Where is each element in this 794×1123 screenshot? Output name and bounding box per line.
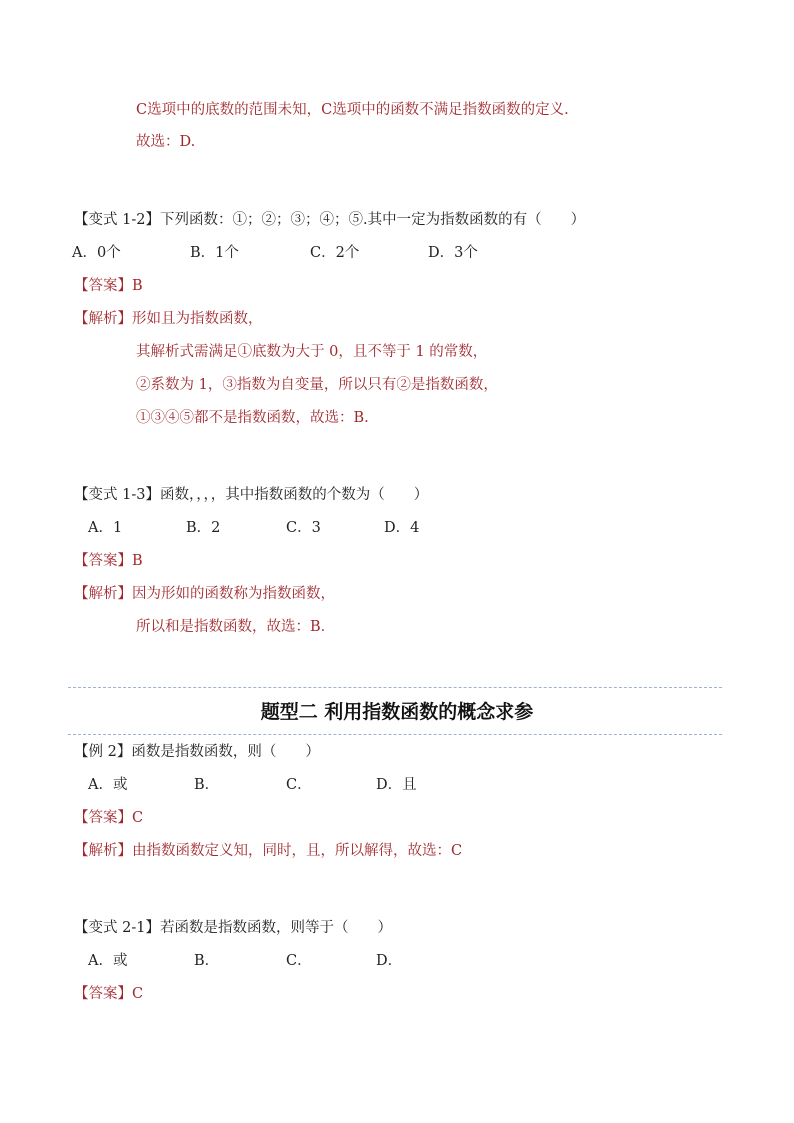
answer-value: C — [132, 986, 144, 1002]
option-a: A．0个 — [72, 245, 121, 261]
answer-value: B — [132, 553, 143, 569]
answer-ex2 — [74, 808, 143, 828]
question-label: 【变式 2-1】 — [74, 920, 160, 936]
question-label: 【例 2】 — [74, 744, 132, 760]
option-a: A．1 — [88, 520, 123, 536]
question-text: 函数是指数函数，则（ ） — [131, 744, 320, 760]
option-c: C． — [286, 953, 312, 969]
answer-label: 【答案】 — [74, 810, 132, 826]
analysis-line: 其解析式需满足①底数为大于 0，且不等于 1 的常数， — [136, 344, 488, 360]
question-text: 下列函数：①；②；③；④；⑤.其中一定为指数函数的有（ ） — [159, 212, 586, 228]
analysis-ex2 — [74, 841, 462, 861]
answer-v1-3 — [74, 551, 143, 571]
section-divider-top — [68, 687, 722, 688]
analysis-v1-3 — [74, 584, 335, 604]
answer-label: 【答案】 — [74, 986, 132, 1002]
option-d: D． — [376, 953, 403, 969]
analysis-label: 【解析】 — [74, 311, 132, 327]
option-c: C．2个 — [310, 245, 360, 261]
option-b: B． — [194, 953, 220, 969]
question-v2-1 — [74, 918, 392, 938]
analysis-text: 形如且为指数函数， — [132, 311, 263, 327]
analysis-text: 因为形如的函数称为指数函数， — [132, 586, 335, 602]
option-a: A．或 — [88, 953, 128, 969]
option-a: A．或 — [88, 777, 128, 793]
option-c: C． — [286, 777, 312, 793]
analysis-label: 【解析】 — [74, 843, 132, 859]
answer-value: C — [132, 810, 144, 826]
section-title: 题型二 利用指数函数的概念求参 — [260, 701, 534, 723]
option-d: D．3个 — [428, 245, 478, 261]
option-b: B．1个 — [190, 245, 239, 261]
option-b: B． — [194, 777, 220, 793]
analysis-line: ①③④⑤都不是指数函数，故选：B. — [136, 410, 369, 426]
answer-v2-1 — [74, 984, 143, 1004]
answer-v1-2 — [74, 276, 143, 296]
solution-line: C选项中的底数的范围未知，C选项中的函数不满足指数函数的定义. — [136, 102, 569, 118]
question-v1-2 — [74, 210, 585, 230]
question-ex2 — [74, 742, 320, 762]
section-divider-bottom — [68, 734, 722, 735]
solution-line: 故选：D. — [136, 134, 196, 150]
option-b: B．2 — [186, 520, 221, 536]
option-d: D．且 — [376, 777, 417, 793]
answer-label: 【答案】 — [74, 553, 132, 569]
answer-label: 【答案】 — [74, 278, 132, 294]
option-d: D．4 — [384, 520, 420, 536]
question-label: 【变式 1-2】 — [74, 212, 160, 228]
analysis-label: 【解析】 — [74, 586, 132, 602]
analysis-text: 由指数函数定义知，同时，且，所以解得，故选：C — [132, 843, 463, 859]
question-v1-3 — [74, 485, 428, 505]
answer-value: B — [132, 278, 143, 294]
question-text: 若函数是指数函数，则等于（ ） — [159, 920, 392, 936]
option-c: C．3 — [286, 520, 321, 536]
question-label: 【变式 1-3】 — [74, 487, 160, 503]
analysis-v1-2 — [74, 309, 263, 329]
analysis-line: 所以和是指数函数，故选：B． — [136, 619, 336, 635]
analysis-line: ②系数为 1，③指数为自变量，所以只有②是指数函数， — [136, 377, 498, 393]
question-text: 函数，，，，其中指数函数的个数为（ ） — [159, 487, 429, 503]
